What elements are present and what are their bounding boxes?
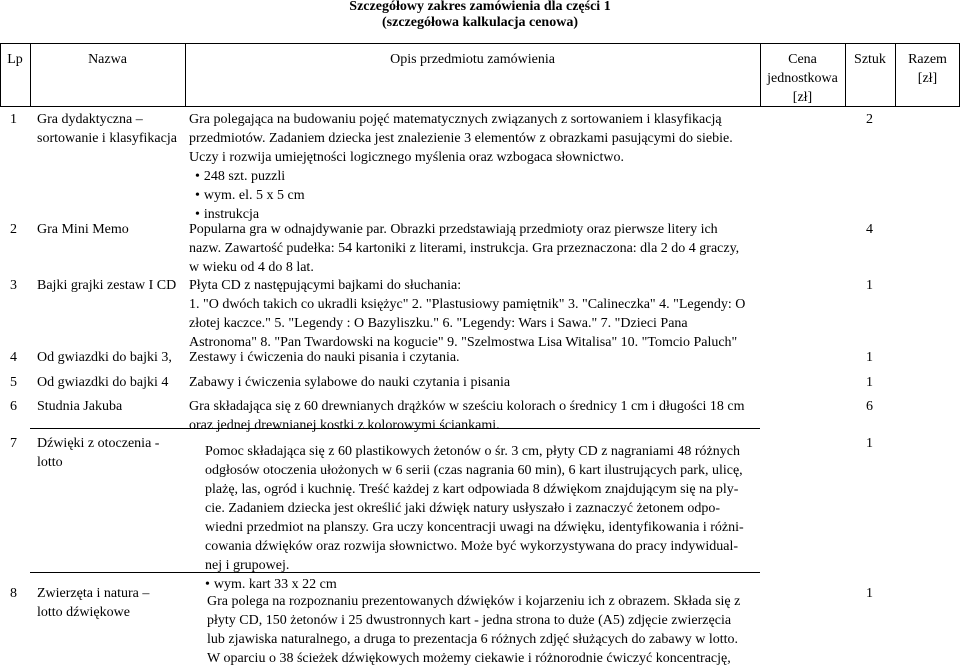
row-name: Od gwiazdki do bajki 4 [37,375,169,390]
row-quantity: 1 [866,586,873,601]
row-quantity: 2 [866,112,873,127]
row-name: Bajki grajki zestaw I CD [37,278,177,293]
row-description: Pomoc składająca się z 60 plastikowych żetonów o śr. 3 cm, płyty CD z nagraniami 48 różnych odgłosów otoczenia ułożonych w 6 serii (czas nagrania 60 min), 6 kart ilustrujących park, ulicę, plażę, las, ogród i kuchnię. Treść każdej z kart odpowiada 8 dźwiękom znajdującym się na ply- cie. Zadaniem dziecka jest określić jaki dźwięk natury usłyszało i zaznaczyć żetonem odpo- wiedni przedmiot na planszy. Gra uczy koncentracji uwagi na dźwięku, identyfikowania i różni- cowania dźwięków oraz rozwija słownictwo. Może być wykorzystywana do pracy indywidual- nej i grupowej. • wym. kart 33 x 22 cm [205,442,744,594]
row-quantity: 1 [866,278,873,293]
row-quantity: 4 [866,222,873,237]
row-name: Dźwięki z otoczenia - lotto [37,436,160,470]
row-lp: 6 [10,399,17,414]
header-razem: Razem [zł] [908,52,947,86]
row-name: Zwierzęta i natura – lotto dźwiękowe [37,586,150,620]
row-description: Płyta CD z następującymi bajkami do słuchania: 1. "O dwóch takich co ukradli księżyc" 2. "Plastusiowy pamiętnik" 3. "Calineczka" 4. "Legendy: O złotej kaczce." 5. "Legendy : O Bazyliszku." 6. "Legendy: Wars i Sawa." 7. "Dzieci Pana Astronoma" 8. "Pan Twardowski na kogucie" 9. "Szelmostwa Lisa Witalisa" 10. "Tomcio Paluch" [189,278,746,350]
document-title: Szczegółowy zakres zamówienia dla części 1 [349,0,611,14]
row-description: Gra składająca się z 60 drewnianych drążków w sześciu kolorach o średnicy 1 cm i długości 18 cm oraz jednej drewnianej kostki z kolorowymi ściankami. [189,399,745,433]
row-lp: 3 [10,278,17,293]
row-quantity: 1 [866,375,873,390]
row-name: Gra dydaktyczna – sortowanie i klasyfikacja [37,112,177,146]
row-lp: 4 [10,350,17,365]
row-lp: 2 [10,222,17,237]
row-name: Od gwiazdki do bajki 3, [37,350,172,365]
header-sztuk: Sztuk [854,52,886,67]
row-name: Gra Mini Memo [37,222,129,237]
row-lp: 5 [10,375,17,390]
row-description: Popularna gra w odnajdywanie par. Obrazki przedstawiają przedmioty oraz pierwsze litery ich nazw. Zawartość pudełka: 54 kartoniki z literami, instrukcja. Gra przeznaczona: dla 2 do 4 graczy, w wieku od 4 do 8 lat. [189,222,740,275]
row-lp: 1 [10,112,17,127]
row-quantity: 1 [866,350,873,365]
header-cena: Cena jednostkowa [zł] [767,52,838,105]
document-subtitle: (szczegółowa kalkulacja cenowa) [382,15,578,30]
header-opis: Opis przedmiotu zamówienia [390,52,555,67]
row-description: Zabawy i ćwiczenia sylabowe do nauki czytania i pisania [189,375,511,390]
row-lp: 8 [10,586,17,601]
row-description: Gra polega na rozpoznaniu prezentowanych dźwięków i kojarzeniu ich z obrazem. Składa się z płyty CD, 150 żetonów i 25 dwustronnych kart - jedna strona to duże (A5) zdjęcie zwierzęcia lub zjawiska naturalnego, a druga to prezentacja 6 różnych zdjęć służących do zabawy w lotto. W oparciu o 38 ścieżek dźwiękowych możemy ciekawie i różnorodnie ćwiczyć koncentrację, [207,594,741,666]
table-top-border [0,43,960,44]
row-lp: 7 [10,436,17,451]
header-nazwa: Nazwa [88,52,127,67]
header-lp: Lp [7,52,23,67]
row-name: Studnia Jakuba [37,399,123,414]
row-description: Zestawy i ćwiczenia do nauki pisania i czytania. [189,350,460,365]
row-quantity: 1 [866,436,873,451]
row-description: Gra polegająca na budowaniu pojęć matematycznych związanych z sortowaniem i klasyfikacją przedmiotów. Zadaniem dziecka jest znalezienie 3 elementów z obrazkami pasującymi do siebie. Uczy i rozwija umiejętności logicznego myślenia oraz wzbogaca słownictwo. • 248 szt. puzzli • wym. el. 5 x 5 cm • instrukcja [189,110,733,224]
row-quantity: 6 [866,399,873,414]
